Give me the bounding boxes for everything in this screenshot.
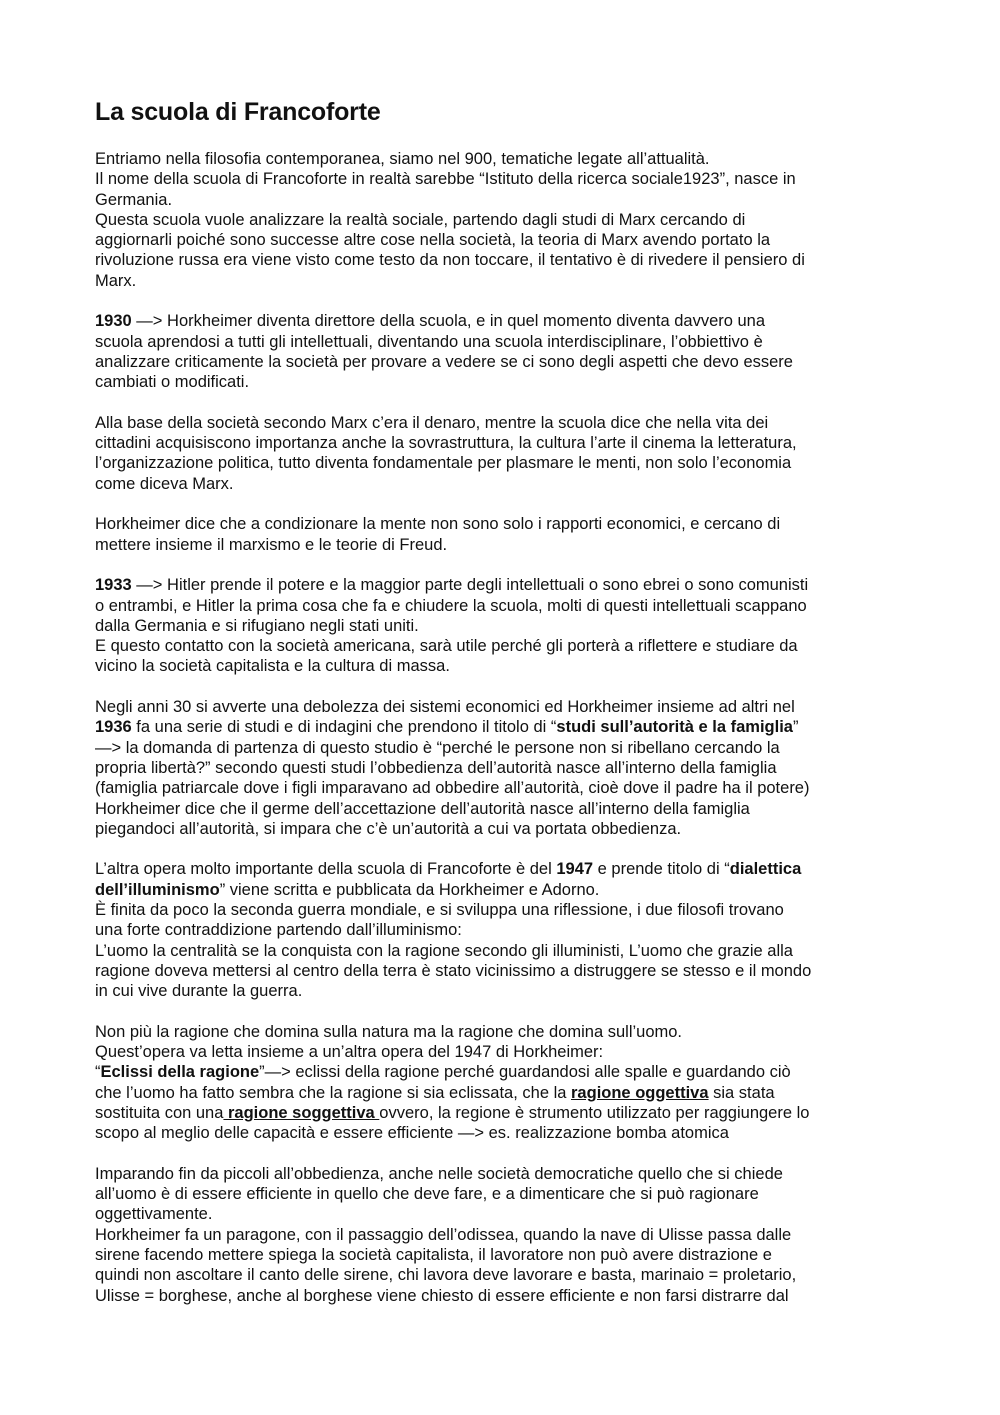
text-line: Questa scuola vuole analizzare la realtà sociale, partendo dagli studi di Marx cercando di — [95, 210, 746, 229]
text-line: scopo al meglio delle capacità e essere efficiente —> es. realizzazione bomba atomica — [95, 1124, 729, 1143]
text-fragment: sia stata — [708, 1083, 775, 1102]
work-title-studi: studi sull’autorità e la famiglia — [556, 718, 793, 737]
text-fragment: ”—> eclissi della ragione perché guardandosi alle spalle e guardando ciò — [259, 1063, 791, 1082]
text-line: Germania. — [95, 190, 173, 209]
paragraph-eclissi — [95, 1022, 915, 1144]
paragraph-1933 — [95, 575, 915, 676]
text-line: Non più la ragione che domina sulla natura ma la ragione che domina sull’uomo. — [95, 1022, 683, 1041]
text-line — [95, 1083, 915, 1103]
text-line: una forte contraddizione partendo dall’illuminismo: — [95, 921, 462, 940]
text-line: piegandoci all’autorità, si impara che c’è un’autorità a cui va portata obbedienza. — [95, 819, 682, 838]
paragraph-obbedienza — [95, 1164, 915, 1306]
text-line — [95, 575, 915, 595]
text-line: ragione doveva mettersi al centro della terra è stato vicinissimo a distruggere se stesso e il mondo — [95, 961, 812, 980]
text-line — [95, 1062, 915, 1082]
text-line: L’uomo la centralità se la conquista con la ragione secondo gli illuministi, L’uomo che grazie alla — [95, 941, 793, 960]
text-fragment: “ — [95, 1063, 101, 1082]
text-line: sirene facendo mettere spiega la società capitalista, il lavoratore non può avere distrazione e — [95, 1246, 772, 1265]
text-line — [95, 859, 915, 879]
text-fragment: L’altra opera molto importante della scuola di Francoforte è del — [95, 860, 557, 879]
text-line: —> la domanda di partenza di questo studio è “perché le persone non si ribellano cercando la — [95, 738, 780, 757]
text-line: Marx. — [95, 271, 137, 290]
paragraph-1936 — [95, 697, 915, 839]
text-line — [95, 717, 915, 737]
text-line — [95, 1103, 915, 1123]
text-line: Quest’opera va letta insieme a un’altra opera del 1947 di Horkheimer: — [95, 1043, 604, 1062]
text-line: È finita da poco la seconda guerra mondiale, e si sviluppa una riflessione, i due filosofi trovano — [95, 900, 784, 919]
text-line: oggettivamente. — [95, 1205, 213, 1224]
text-line: Alla base della società secondo Marx c’era il denaro, mentre la scuola dice che nella vita dei — [95, 413, 769, 432]
text-line: all’uomo è di essere efficiente in quello che deve fare, e a dimenticare che si può ragionare — [95, 1185, 759, 1204]
text-line: Negli anni 30 si avverte una debolezza dei sistemi economici ed Horkheimer insieme ad altri nel — [95, 698, 795, 717]
year-1930: 1930 — [95, 312, 132, 331]
text-line: propria libertà?” secondo questi studi l’obbedienza dell’autorità nasce all’interno della famiglia — [95, 758, 777, 777]
text-fragment: ovvero, la regione è strumento utilizzato per raggiungere lo — [379, 1103, 810, 1122]
term-ragione-soggettiva: ragione soggettiva — [223, 1103, 380, 1122]
text-fragment: e prende titolo di “ — [593, 860, 730, 879]
text-fragment: ” — [792, 718, 799, 737]
text-line: vicino la società capitalista e la cultura di massa. — [95, 657, 450, 676]
text-line: mettere insieme il marxismo e le teorie di Freud. — [95, 535, 448, 554]
text-fragment: fa una serie di studi e di indagini che prendono il titolo di “ — [131, 718, 557, 737]
text-line: Imparando fin da piccoli all’obbedienza, anche nelle società democratiche quello che si chiede — [95, 1164, 783, 1183]
text-line: rivoluzione russa era viene visto come testo da non toccare, il tentativo è di rivedere il pensiero di — [95, 251, 805, 270]
year-1933: 1933 — [95, 576, 132, 595]
paragraph-1947 — [95, 859, 915, 1001]
text-fragment: che l’uomo ha fatto sembra che la ragione si sia eclissata, che la — [95, 1083, 572, 1102]
text-line: quindi non ascoltare il canto delle sirene, chi lavora deve lavorare e basta, marinaio = proletario, — [95, 1266, 797, 1285]
text-line: (famiglia patriarcale dove i figli imparavano ad obbedire all’autorità, cioè dove il padre ha il potere) — [95, 779, 810, 798]
paragraph-marx-base — [95, 413, 915, 494]
text-line: cambiati o modificati. — [95, 373, 250, 392]
document-page — [95, 96, 915, 1326]
text-fragment: —> Horkheimer diventa direttore della scuola, e in quel momento diventa davvero una — [131, 312, 766, 331]
year-1936: 1936 — [95, 718, 132, 737]
term-ragione-oggettiva: ragione oggettiva — [571, 1083, 709, 1102]
text-line: o entrambi, e Hitler la prima cosa che fa e chiudere la scuola, molti di questi intellettuali scappano — [95, 596, 807, 615]
text-line — [95, 880, 915, 900]
text-fragment: ” viene scritta e pubblicata da Horkheimer e Adorno. — [219, 880, 600, 899]
text-line: Ulisse = borghese, anche al borghese viene chiesto di essere efficiente e non farsi distrarre dal — [95, 1286, 789, 1305]
text-line: l’organizzazione politica, tutto diventa fondamentale per plasmare le menti, non solo l’economia — [95, 454, 792, 473]
text-line: Horkheimer dice che il germe dell’accettazione dell’autorità nasce all’interno della famiglia — [95, 799, 750, 818]
text-line: come diceva Marx. — [95, 474, 234, 493]
paragraph-freud — [95, 514, 915, 555]
text-fragment: —> Hitler prende il potere e la maggior parte degli intellettuali o sono ebrei o sono comunisti — [131, 576, 809, 595]
text-line — [95, 311, 915, 331]
paragraph-1930 — [95, 311, 915, 392]
text-line: scuola aprendosi a tutti gli intellettuali, diventando una scuola interdisciplinare, l’obbiettivo è — [95, 332, 763, 351]
text-line: Horkheimer fa un paragone, con il passaggio dell’odissea, quando la nave di Ulisse passa dalle — [95, 1225, 792, 1244]
text-line: E questo contatto con la società americana, sarà utile perché gli porterà a riflettere e studiare da — [95, 637, 798, 656]
work-title-eclissi: Eclissi della ragione — [100, 1063, 260, 1082]
work-title-illuminismo: dell’illuminismo — [95, 880, 220, 899]
text-line: Entriamo nella filosofia contemporanea, siamo nel 900, tematiche legate all’attualità. — [95, 150, 710, 168]
year-1947: 1947 — [556, 860, 594, 879]
work-title-dialettica: dialettica — [729, 860, 802, 879]
text-line: dalla Germania e si rifugiano negli stati uniti. — [95, 616, 419, 635]
text-fragment: sostituita con una — [95, 1103, 224, 1122]
paragraph-intro — [95, 149, 915, 291]
text-line: in cui vive durante la guerra. — [95, 982, 303, 1001]
text-line: aggiornarli poiché sono successe altre cose nella società, la teoria di Marx avendo portato la — [95, 231, 771, 250]
page-title: La scuola di Francoforte — [95, 98, 381, 126]
text-line: cittadini acquisiscono importanza anche la sovrastruttura, la cultura l’arte il cinema la letteratura, — [95, 434, 797, 453]
text-line: analizzare criticamente la società per provare a vedere se ci sono degli aspetti che devo essere — [95, 352, 793, 371]
text-line: Horkheimer dice che a condizionare la mente non sono solo i rapporti economici, e cercano di — [95, 515, 781, 534]
text-line: Il nome della scuola di Francoforte in realtà sarebbe “Istituto della ricerca sociale1923”, nasce in — [95, 170, 796, 189]
